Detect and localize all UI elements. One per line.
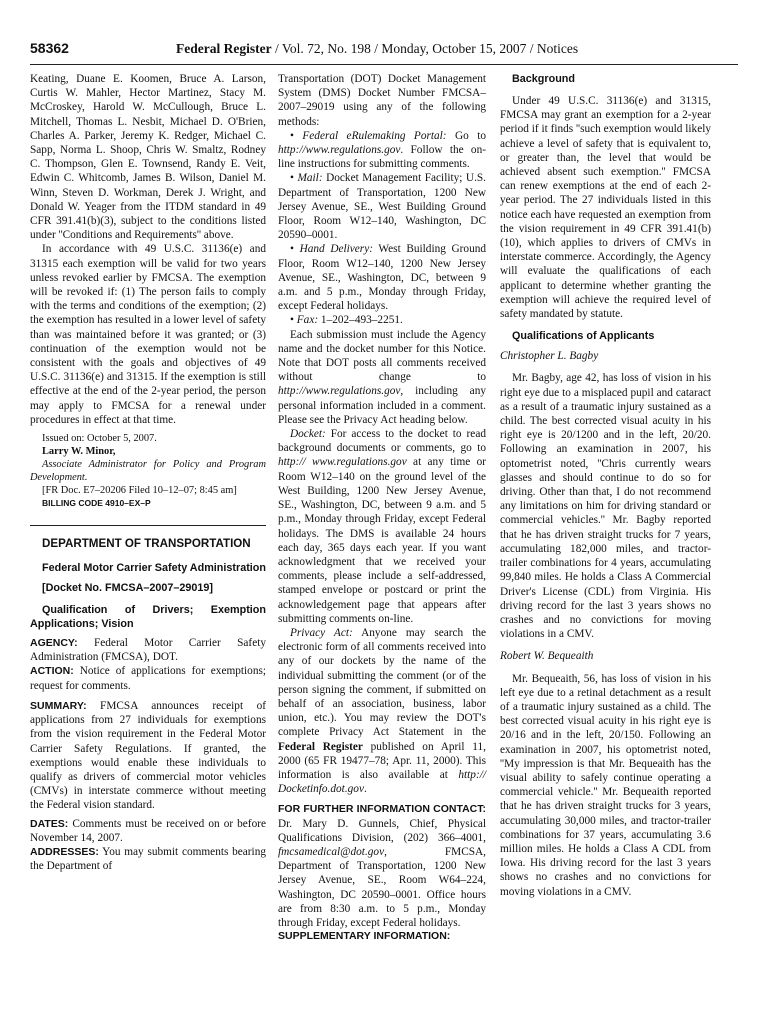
portal-tail: . Follow the on-line instructions for submitting comments. [278, 144, 486, 171]
addresses-text: You may submit comments bearing the Department of [30, 845, 266, 873]
billing-code: BILLING CODE 4910–EX–P [42, 498, 151, 509]
dates-line [30, 817, 266, 845]
portal-text: Go to [446, 129, 487, 142]
running-title [176, 41, 578, 57]
privacy-text-2: published on April 11, 2000 (65 FR 19477–78; Apr. 11, 2000). This information is also available at [278, 740, 487, 781]
fax-text: 1–202–493–2251. [318, 314, 403, 327]
bullet-portal: • Federal eRulemaking Portal: Go to http://www.regulations.gov. Follow the on-line instructions for submitting comments. [278, 129, 487, 171]
docket-tail: at any time or Room W12–140 on the ground level of the West Building, 1200 New Jersey Avenue, SE., Washington, DC, between 9 a.m. and 5 p.m., Monday through Friday, except Federal holidays. The DMS is available 24 hours each day, 365 days each year. If you want acknowledgment that we received your comments, please include a self-addressed, stamped envelope or postcard or print the acknowledgement page that appears after submitting comments on-line. [278, 456, 486, 625]
contact-paragraph [278, 802, 486, 930]
applicant-paragraph-bagby: Mr. Bagby, age 42, has loss of vision in his right eye due to a misplaced pupil and cataract as a result of a traumatic injury sustained as a child. The best corrected visual acuity in his right eye is 20/1200 and in the left, 20/20. Following an examination in 2007, his optometrist noted, ''Chris currently wears glasses and should continue to do so for driving. Other than that, I do not recommend any limitations on him for driving standard or commercial vehicles.'' Mr. Bagby reported that he has driven straight trucks for 7 years, accumulating 182,000 miles, and tractor-trailer combinations for 4 years, accumulating 99,840 miles. He holds a Class A Commercial Driver's License (CDL) from Virginia. His driving record for the last 3 years shows no crashes and no convictions for moving violations in a CMV. [500, 372, 711, 641]
summary-text: FMCSA announces receipt of applications from 27 individuals for exemptions from the vision requirement in the Federal Motor Carrier Safety Regulations. If granted, the exemptions would enable these individuals to qualify as drivers of commercial motor vehicles (CMVs) in interstate commerce without meeting the Federal vision standard. [30, 699, 266, 812]
background-paragraph: Under 49 U.S.C. 31136(e) and 31315, FMCSA may grant an exemption for a 2-year period if it finds ''such exemption would likely achieve a level of safety that is equivalent to, or greater than, the level that would be achieved absent such exemption.'' FMCSA can renew exemptions at the end of each 2-year period. The 27 individuals listed in this notice each have requested an exemption from the vision requirement in 49 CFR 391.41(b)(10), which applies to drivers of CMVs in interstate commerce. Accordingly, the Agency will evaluate the qualifications of each applicant to determine whether granting the exemption will achieve the required level of safety mandated by statute. [500, 95, 711, 321]
addresses-label: ADDRESSES: [30, 845, 99, 858]
privacy-end: . [363, 783, 367, 796]
document-title: Qualification of Drivers; Exemption Applications; Vision [30, 604, 266, 631]
privacy-text: Anyone may search the electronic form of all comments received into any of our dockets by the name of the individual submitting the comment (or of the person signing the comment, if submitted on behalf of an association, business, labor union, etc.). You may review the DOT's complete Privacy Act Statement in the [278, 626, 487, 739]
validity-paragraph: In accordance with 49 U.S.C. 31136(e) and 31315 each exemption will be valid for two years unless revoked earlier by FMCSA. The exemption will be revoked if: (1) The person fails to comply with the terms and conditions of the exemption; (2) the exemption has resulted in a lower level of safety than was maintained before it was granted; or (3) continuation of the exemption would not be consistent with the goals and objectives of 49 U.S.C. 31136(e) and 31315. If the exemption is still effective at the end of the 2-year period, the person may apply to FMCSA for a renewal under procedures in effect at that time. [30, 243, 266, 426]
dates-label: DATES: [30, 817, 69, 830]
page-number: 58362 [30, 40, 69, 56]
agency-label: AGENCY: [30, 637, 78, 650]
journal-name: Federal Register [176, 41, 272, 56]
docket-number: [Docket No. FMCSA–2007–29019] [42, 582, 214, 595]
hand-delivery-label: Hand Delivery: [299, 243, 373, 256]
addresses-continued: Transportation (DOT) Docket Management System (DMS) Docket Number FMCSA–2007–29019 using any of the following methods: [278, 73, 486, 128]
fax-label: Fax: [296, 314, 319, 327]
privacy-label: Privacy Act: [290, 626, 353, 639]
docket-paragraph [278, 427, 486, 626]
applicant-name-bequeaith: Robert W. Bequeaith [500, 650, 594, 663]
privacy-paragraph [278, 626, 486, 796]
column-1 [30, 72, 266, 873]
summary-label: SUMMARY: [30, 699, 87, 712]
applicant-paragraph-bequeaith: Mr. Bequeaith, 56, has loss of vision in his left eye due to a retinal detachment as a result of a traumatic injury sustained as a child. The best corrected visual acuity in his right eye is 20/16 and in the left, 20/150. Following an examination in 2007, his optometrist noted, ''My impression is that Mr. Bequeaith has the visual ability to safely continue operating a commercial vehicle.'' Mr. Bequeaith reported that he has driven straight trucks for 3 years, accumulating 30,000 miles, and tractor-trailer combinations for 37 years, accumulating 3.6 million miles. He holds a Class A CDL from Iowa. His driving record for the last 3 years shows no crashes and no convictions for moving violations in a CMV. [500, 672, 711, 898]
agency-heading: Federal Motor Carrier Safety Administration [42, 562, 266, 575]
signer-title: Associate Administrator for Policy and Program Development. [30, 459, 266, 484]
divider [30, 525, 266, 526]
contact-label: FOR FURTHER INFORMATION CONTACT: [278, 803, 486, 816]
action-text: Notice of applications for exemptions; request for comments. [30, 665, 266, 692]
docket-label: Docket: [290, 428, 326, 441]
summary-line [30, 699, 266, 813]
dates-text: Comments must be received on or before November 14, 2007. [30, 817, 266, 844]
applicant-name-bagby: Christopher L. Bagby [500, 350, 599, 363]
mail-text: Docket Management Facility; U.S. Department of Transportation, 1200 New Jersey Avenue, SE., West Building Ground Floor, Room W12–140, Washington, DC 20590–0001. [278, 172, 487, 242]
regulations-link[interactable]: http://www.regulations.gov [278, 385, 401, 398]
names-continued: Keating, Duane E. Koomen, Bruce A. Larson, Curtis W. Mahler, Hector Martinez, Stacy M. McCroskey, Harold W. McCullough, Bruce L. Mitchell, Thomas L. Nesbit, Michael D. O'Brien, Charles A. Parker, Jeremy K. Redger, Michael C. Sapp, Norma L. Shoop, Chris W. Smaltz, Rodney C. Thompson, Glen E. Townsend, Randy E. Veit, Edwin C. Whitcomb, James B. Wilson, Daniel M. Winn, Steven D. Workman, Derek J. Wright, and Donald W. Yeager from the ITDM standard in 49 CFR 391.41(b)(3), subject to the conditions listed under ''Conditions and Requirements'' above. [30, 73, 266, 242]
bullet-fax: • Fax: 1–202–493–2251. [290, 314, 403, 327]
portal-label: Federal eRulemaking Portal: [302, 129, 447, 142]
action-line [30, 664, 266, 692]
submission-tail: , including any personal information included in a comment. Please see the Privacy Act heading below. [278, 385, 486, 426]
hand-delivery-text: West Building Ground Floor, Room W12–140, 1200 New Jersey Avenue, SE., Washington, DC, between 9 a.m. and 5 p.m., Monday through Friday, except Federal holidays. [278, 243, 487, 313]
docket-text: For access to the docket to read background documents or comments, go to [278, 428, 486, 455]
docketinfo-link[interactable]: http:// Docketinfo.dot.gov [278, 768, 486, 796]
contact-email-link[interactable]: fmcsamedical@dot.gov [278, 845, 385, 858]
supplementary-label: SUPPLEMENTARY INFORMATION: [278, 930, 451, 943]
mail-label: Mail: [297, 172, 323, 185]
column-3 [500, 72, 711, 899]
submission-text: Each submission must include the Agency name and the docket number for this Notice. Note that DOT posts all comments received without change to [278, 328, 486, 384]
submission-paragraph [278, 328, 486, 427]
qualifications-heading: Qualifications of Applicants [512, 330, 655, 343]
addresses-line [30, 845, 266, 873]
agency-text: Federal Motor Carrier Safety Administration (FMCSA), DOT. [30, 637, 266, 664]
federal-register-ref: Federal Register [278, 740, 363, 753]
docket-link[interactable]: http:// www.regulations.gov [278, 456, 407, 469]
bullet-hand-delivery: • Hand Delivery: West Building Ground Floor, Room W12–140, 1200 New Jersey Avenue, SE., Washington, DC, between 9 a.m. and 5 p.m., Monday through Friday, except Federal holidays. [278, 243, 487, 313]
contact-text: Dr. Mary D. Gunnels, Chief, Physical Qualifications Division, (202) 366–4001, [278, 817, 486, 844]
issue-details: / Vol. 72, No. 198 / Monday, October 15, 2007 / Notices [271, 41, 579, 56]
portal-link[interactable]: http://www.regulations.gov [278, 144, 401, 157]
fr-doc-line: [FR Doc. E7–20206 Filed 10–12–07; 8:45 am] [42, 485, 237, 497]
page-header [30, 36, 738, 65]
contact-tail: , FMCSA, Department of Transportation, 1200 New Jersey Avenue, SE., Room W64–224, Washington, DC 20590–0001. Office hours are from 8:30 a.m. to 5 p.m., Monday through Friday, except Federal holidays. [278, 845, 486, 929]
department-heading: DEPARTMENT OF TRANSPORTATION [42, 537, 251, 551]
issued-date: Issued on: October 5, 2007. [42, 433, 157, 445]
bullet-mail: • Mail: Docket Management Facility; U.S. Department of Transportation, 1200 New Jersey Avenue, SE., West Building Ground Floor, Room W12–140, Washington, DC 20590–0001. [278, 172, 487, 242]
background-heading: Background [512, 73, 575, 85]
agency-line [30, 636, 266, 664]
signer-name: Larry W. Minor, [42, 446, 116, 458]
action-label: ACTION: [30, 665, 74, 678]
signature-block [30, 432, 266, 509]
column-2 [278, 72, 486, 942]
